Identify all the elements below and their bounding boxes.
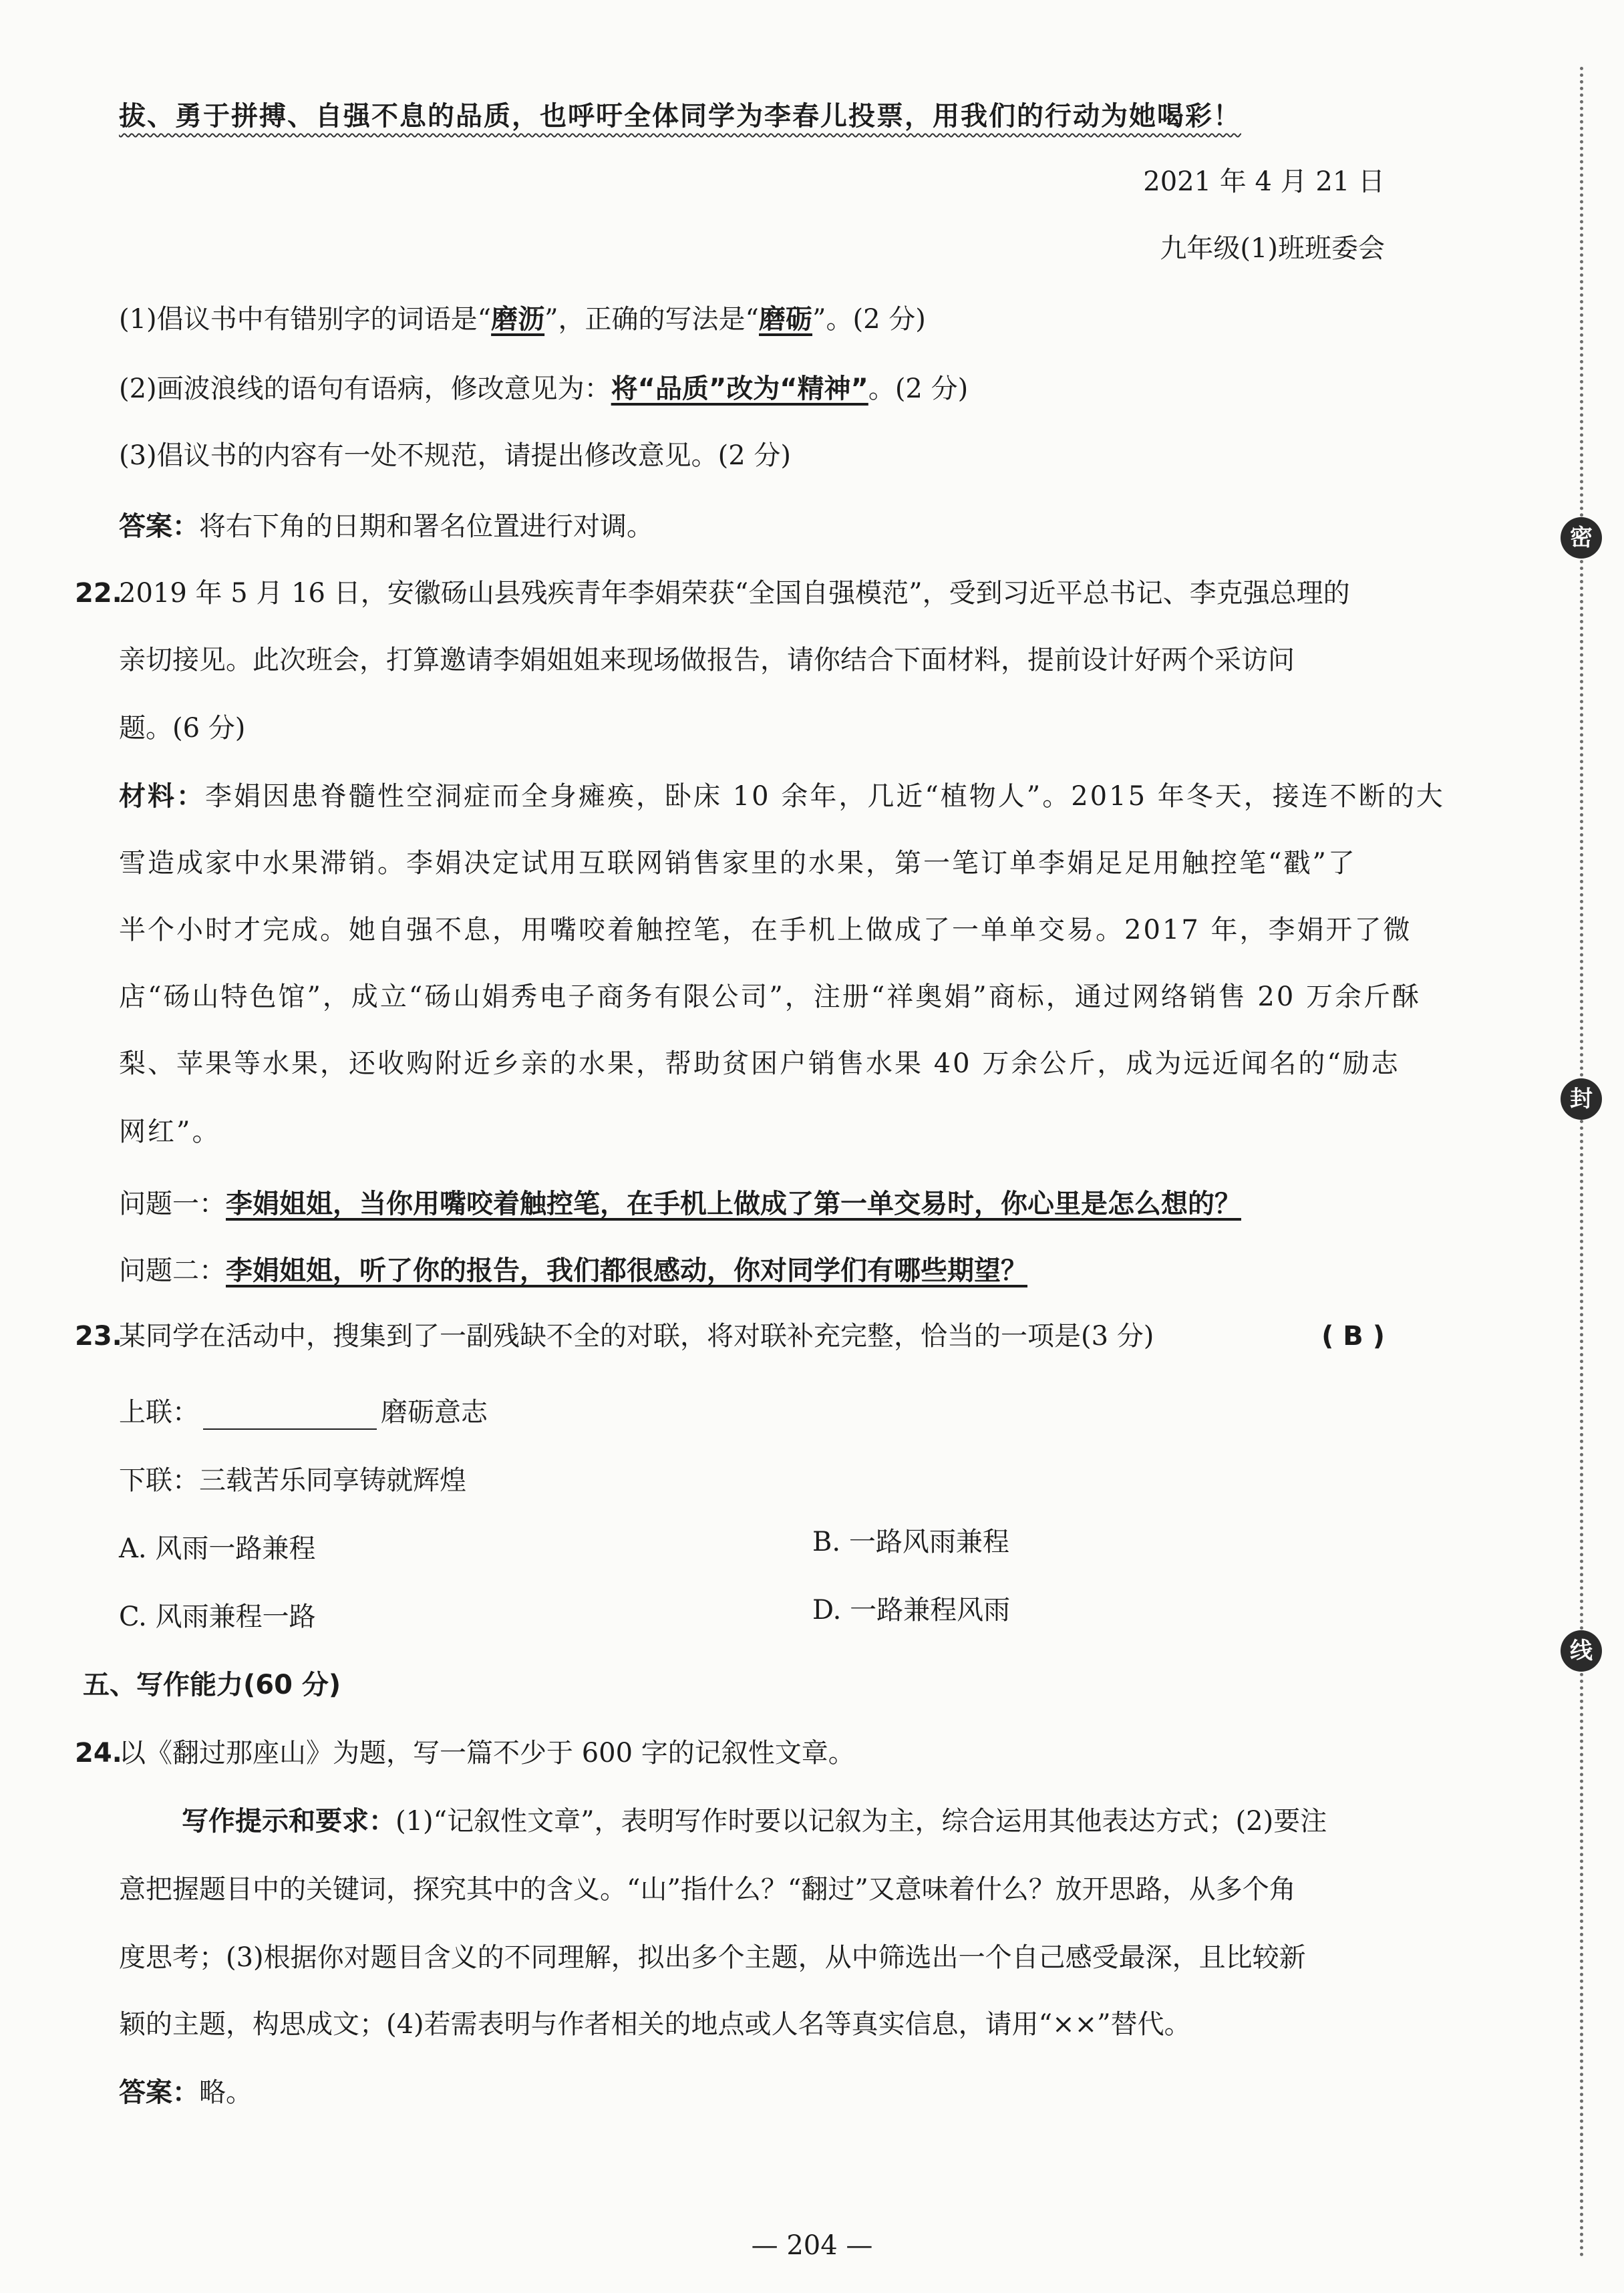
q23-number: 23. <box>75 1321 122 1352</box>
q23-answer: ( B ) <box>1321 1321 1385 1352</box>
q21-sub2-answer: 将“品质”改为“精神” <box>611 373 868 404</box>
q21-sub1: (1)倡议书中有错别字的词语是“磨沥”，正确的写法是“磨砺”。(2 分) <box>119 304 926 335</box>
q21-sub1-wrong-word: 磨沥 <box>491 304 545 335</box>
page-number: — 204 — <box>751 2230 873 2261</box>
q23-option-b: B. 一路风雨兼程 <box>812 1527 1009 1557</box>
q21-sub1-correct-word: 磨砺 <box>759 304 813 335</box>
q21-sub3: (3)倡议书的内容有一处不规范，请提出修改意见。(2 分) <box>119 440 792 471</box>
binding-dotted-line <box>1580 67 1583 2258</box>
q22-material-line3: 半个小时才完成。她自强不息，用嘴咬着触控笔，在手机上做成了一单单交易。2017 年，李娟开了微 <box>119 915 1412 945</box>
q24-tips-line1: 写作提示和要求：(1)“记叙性文章”，表明写作时要以记叙为主，综合运用其他表达方式；(2)要注 <box>182 1806 1327 1837</box>
seal-mark-feng: 封 <box>1561 1078 1602 1120</box>
section5-title: 五、写作能力(60 分) <box>83 1670 341 1700</box>
q22-stem-line1: 2019 年 5 月 16 日，安徽砀山县残疾青年李娟荣获“全国自强模范”，受到习近平总书记、李克强总理的 <box>119 578 1350 609</box>
proposal-date: 2021 年 4 月 21 日 <box>1143 166 1385 197</box>
q22-stem-line2: 亲切接见。此次班会，打算邀请李娟姐姐来现场做报告，请你结合下面材料，提前设计好两个采访问 <box>119 645 1295 675</box>
q22-material-line4: 店“砀山特色馆”，成立“砀山娟秀电子商务有限公司”，注册“祥奥娟”商标，通过网络销售 20 万余斤酥 <box>119 981 1422 1012</box>
q22-stem-line3: 题。(6 分) <box>119 713 246 744</box>
seal-mark-mi: 密 <box>1561 517 1602 559</box>
q22-material-line5: 梨、苹果等水果，还收购附近乡亲的水果，帮助贫困户销售水果 40 万余公斤，成为远近闻名的“励志 <box>119 1048 1400 1079</box>
q23-upper-couplet: 上联： 磨砺意志 <box>119 1395 488 1430</box>
q24-answer: 答案：略。 <box>119 2077 253 2108</box>
q23-blank <box>203 1402 377 1430</box>
q23-stem: 某同学在活动中，搜集到了一副残缺不全的对联，将对联补充完整，恰当的一项是(3 分) <box>119 1321 1154 1352</box>
binding-margin <box>1444 0 1624 2293</box>
q23-option-c: C. 风雨兼程一路 <box>119 1601 316 1632</box>
q22-material-line2: 雪造成家中水果滞销。李娟决定试用互联网销售家里的水果，第一笔订单李娟足足用触控笔“戳”了 <box>119 848 1357 879</box>
q21-sub2: (2)画波浪线的语句有语病，修改意见为：将“品质”改为“精神”。(2 分) <box>119 373 969 404</box>
q24-number: 24. <box>75 1738 122 1769</box>
q23-option-d: D. 一路兼程风雨 <box>812 1595 1011 1626</box>
q24-stem: 以《翻过那座山》为题，写一篇不少于 600 字的记叙性文章。 <box>119 1738 855 1769</box>
q24-tips-line2: 意把握题目中的关键词，探究其中的含义。“山”指什么？“翻过”又意味着什么？放开思路，从多个角 <box>119 1874 1296 1905</box>
q22-number: 22. <box>75 578 122 609</box>
proposal-wavy-sentence: 拔、勇于拼搏、自强不息的品质，也呼吁全体同学为李春儿投票，用我们的行动为她喝彩！ <box>119 100 1241 132</box>
q24-tips-line4: 颖的主题，构思成文；(4)若需表明与作者相关的地点或人名等真实信息，请用“××”替代。 <box>119 2009 1191 2040</box>
q22-question1: 问题一：李娟姐姐，当你用嘴咬着触控笔，在手机上做成了第一单交易时，你心里是怎么想的？ <box>119 1189 1241 1219</box>
q22-question2: 问题二：李娟姐姐，听了你的报告，我们都很感动，你对同学们有哪些期望？ <box>119 1255 1027 1286</box>
proposal-signature: 九年级(1)班班委会 <box>1160 233 1385 264</box>
q22-material-line1: 材料：李娟因患脊髓性空洞症而全身瘫痪，卧床 10 余年，几近“植物人”。2015 年冬天，接连不断的大 <box>119 781 1445 812</box>
q22-material-line6: 网红”。 <box>119 1116 221 1147</box>
q23-option-a: A. 风雨一路兼程 <box>119 1533 316 1564</box>
q23-lower-couplet: 下联：三载苦乐同享铸就辉煌 <box>119 1465 466 1496</box>
q21-answer: 答案：将右下角的日期和署名位置进行对调。 <box>119 511 653 542</box>
q24-tips-line3: 度思考；(3)根据你对题目含义的不同理解，拟出多个主题，从中筛选出一个自己感受最深，且比较新 <box>119 1942 1306 1973</box>
seal-mark-xian: 线 <box>1561 1630 1602 1672</box>
